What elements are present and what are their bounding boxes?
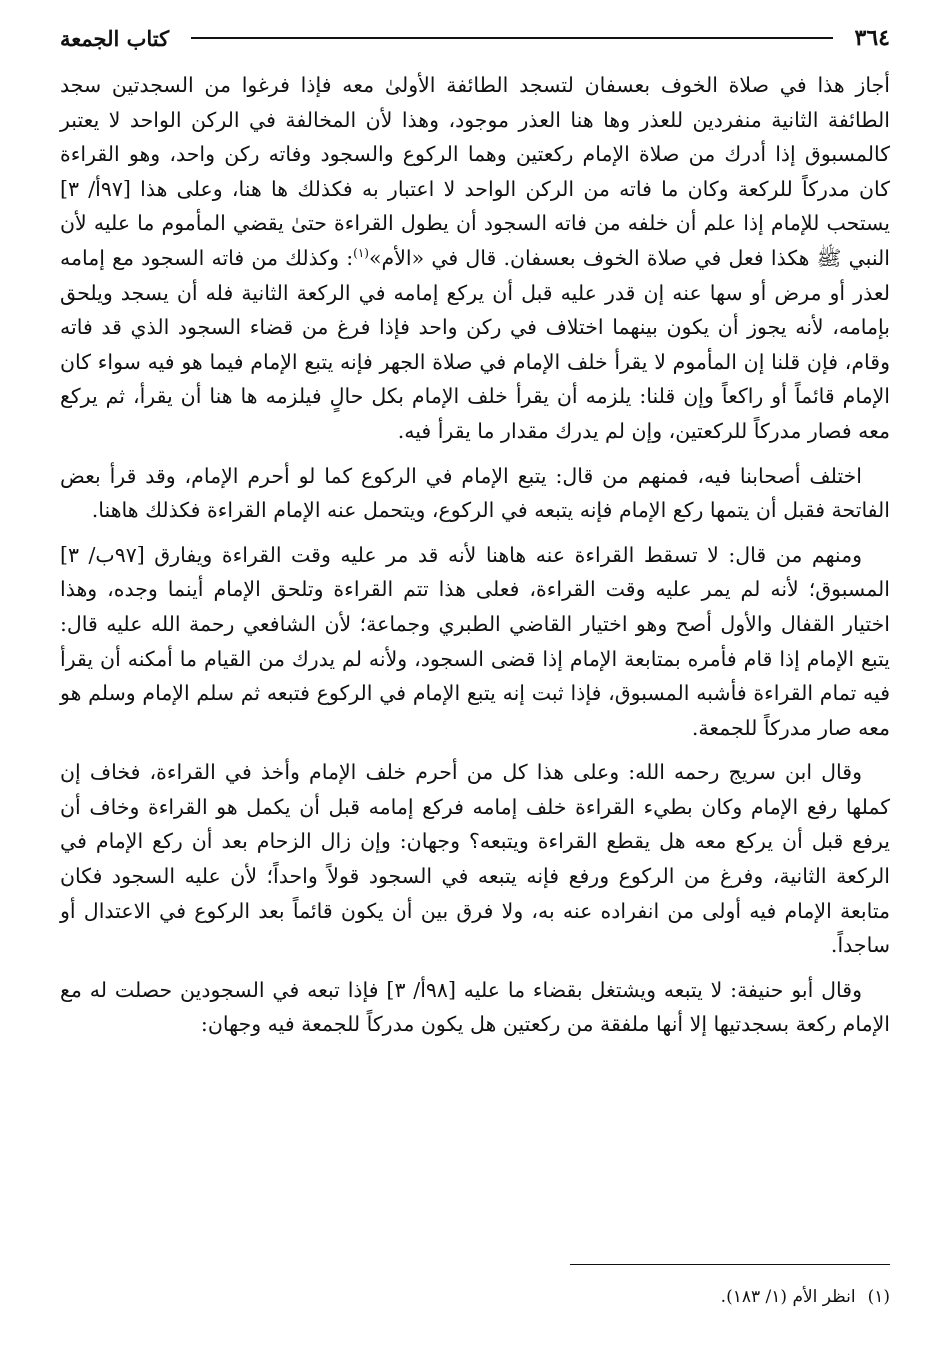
paragraph-1-after: : وكذلك من فاته السجود مع إمامه لعذر أو مرض أو سها عنه إن قدر عليه قبل أن يركع إمامه في الركعة الثانية فله أن يسجد ويلحق بإمامه، لأنه يجوز أن يكون بينهما اختلاف في ركن واحد فإذا فرغ من قضاء السجود الذي قد فاته وقام، فإن قلنا إن المأموم لا يقرأ خلف الإمام في صلاة الجهر فإنه يتبع الإمام فيما هو فيه سواء كان الإمام قائماً أو راكعاً وإن قلنا: يلزمه أن يقرأ خلف الإمام بكل حالٍ فيلزمه ها هنا أن يقرأ، ثم يركع معه فصار مدركاً للركعتين، وإن لم يدرك مقدار ما يقرأ فيه. [60,245,890,443]
book-title: كتاب الجمعة [60,25,170,51]
book-page [60,22,890,1342]
footnote-reference[interactable]: (١) [353,246,369,261]
paragraph-2: اختلف أصحابنا فيه، فمنهم من قال: يتبع الإمام في الركوع كما لو أحرم الإمام، وقد قرأ بعض الفاتحة فقبل أن يتمها ركع الإمام فإنه يتبعه في الركوع، ويتحمل عنه الإمام القراءة فكذلك هاهنا. [60,463,890,523]
main-text [60,68,890,1042]
footnote-number: (١) [867,1287,890,1307]
paragraph-5: وقال أبو حنيفة: لا يتبعه ويشتغل بقضاء ما عليه [٩٨أ/ ٣] فإذا تبعه في السجودين حصلت له مع الإمام ركعة بسجدتيها إلا أنها ملفقة من ركعتين هل يكون مدركاً للجمعة فيه وجهان: [60,977,890,1037]
footnote-text: انظر الأم (١/ ١٨٣). [720,1287,856,1307]
page-header [60,22,890,54]
footnote [721,1284,890,1310]
footnote-separator [570,1264,890,1265]
header-rule [191,37,832,39]
paragraph-1-before: أجاز هذا في صلاة الخوف بعسفان لتسجد الطائفة الأولىٰ معه فإذا فرغوا من السجدتين سجد الطائفة الثانية منفردين للعذر وها هنا العذر موجود، وهذا لأن المخالفة في الركن الواحد لا يعتبر كالمسبوق إذا أدرك من صلاة الإمام ركعتين وهما الركوع والسجود وفاته ركن واحد، وهو القراءة كان مدركاً للركعة وكان ما فاته من الركن الواحد لا اعتبار به فكذلك ها هنا، وعلى هذا [٩٧أ/ ٣] يستحب للإمام إذا علم أن خلفه من فاته السجود أن يطول القراءة حتىٰ يقضي المأموم ما عليه لأن النبي ﷺ هكذا فعل في صلاة الخوف بعسفان. قال في «الأم» [60,73,890,270]
paragraph-1 [60,68,890,449]
page-number: ٣٦٤ [854,25,890,51]
paragraph-4: وقال ابن سريج رحمه الله: وعلى هذا كل من أحرم خلف الإمام وأخذ في القراءة، فخاف إن كملها رفع الإمام وكان بطيء القراءة خلف إمامه فركع إمامه قبل أن يكمل هو القراءة وخاف أن يرفع قبل أن يركع معه هل يقطع القراءة ويتبعه؟ وجهان: وإن زال الزحام بعد أن ركع الإمام في الركعة الثانية، وفرغ من الركوع ورفع فإنه يتبعه في السجود قولاً واحداً؛ لأن عليه السجود فكان متابعة الإمام فيه أولى من انفراده عنه به، ولا فرق بين أن يكون قائماً بعد الركوع في الاعتدال أو ساجداً. [60,760,890,958]
paragraph-3: ومنهم من قال: لا تسقط القراءة عنه هاهنا لأنه قد مر عليه وقت القراءة ويفارق [٩٧ب/ ٣] المسبوق؛ لأنه لم يمر عليه وقت القراءة، فعلى هذا تتم القراءة وتلحق الإمام أينما وجده، وهذا اختيار القفال والأول أصح وهو اختيار القاضي الطبري وجماعة؛ لأن الشافعي رحمة الله عليه قال: يتبع الإمام إذا قام فأمره بمتابعة الإمام إذا قضى السجود، ولأنه لم يدرك من القيام ما أمكنه أن يقرأ فيه تمام القراءة فأشبه المسبوق، فإذا ثبت إنه يتبع الإمام في الركوع فتبعه ثم سلم الإمام وسلم هو معه صار مدركاً للجمعة. [60,542,890,740]
